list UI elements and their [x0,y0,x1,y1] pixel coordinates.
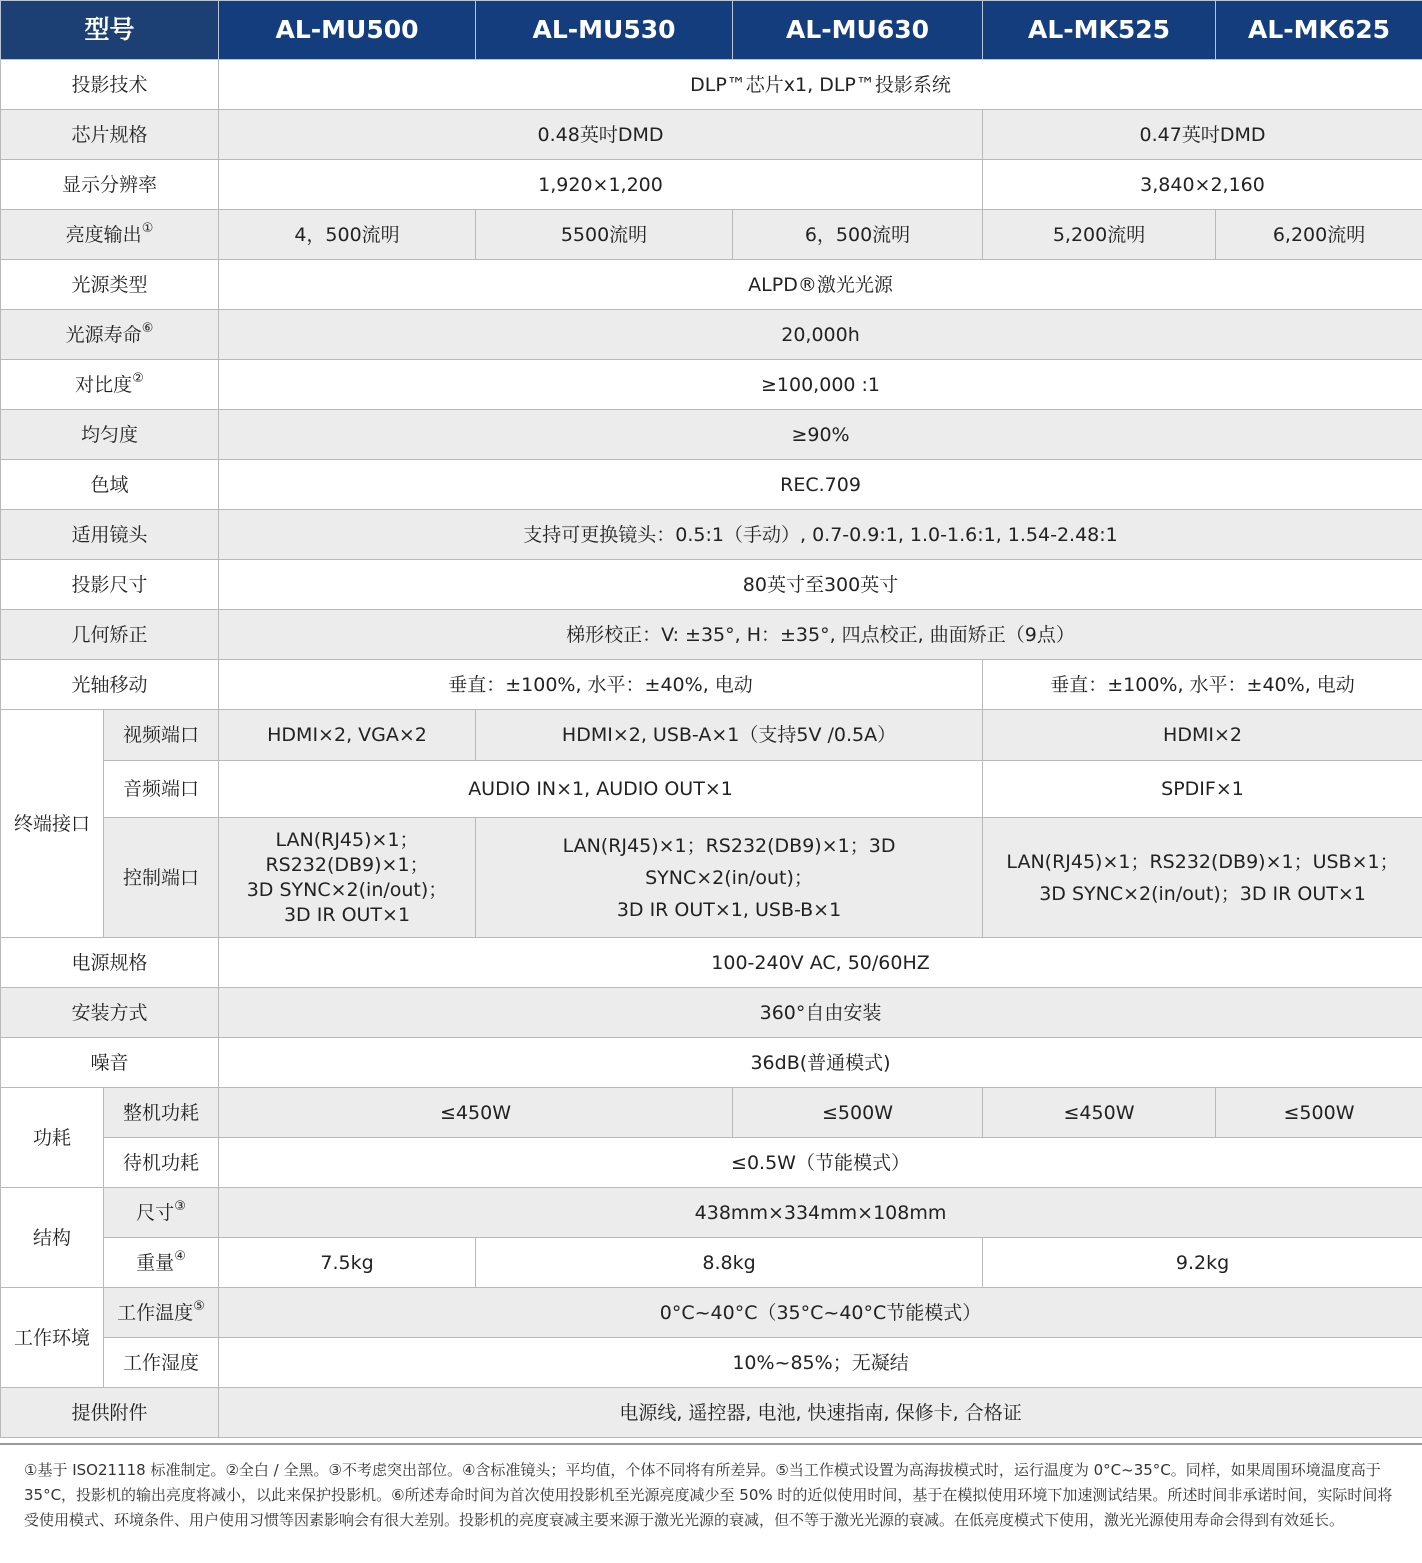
cell-value: ALPD®激光光源 [219,260,1422,310]
cell-value: ≤500W [733,1088,983,1138]
row-gamut [1,460,1422,510]
footnote-marker: ④ [174,1248,186,1264]
cell-value: 36dB(普通模式) [219,1038,1422,1088]
row-label: 几何矫正 [1,610,219,660]
row-label: 光轴移动 [1,660,219,710]
row-contrast [1,360,1422,410]
cell-value: 10%~85%；无凝结 [219,1338,1422,1388]
row-label: 亮度输出① [1,210,219,260]
row-audio-ports [1,761,1422,818]
row-projection-size [1,560,1422,610]
cell-value: 电源线, 遥控器, 电池, 快速指南, 保修卡, 合格证 [219,1388,1422,1438]
row-label: 均匀度 [1,410,219,460]
row-label: 电源规格 [1,938,219,988]
group-label-terminals: 终端接口 [1,710,104,938]
cell-value: ≤0.5W（节能模式） [219,1138,1422,1188]
cell-value: ≤500W [1216,1088,1422,1138]
row-label: 工作温度⑤ [104,1288,219,1338]
row-power-spec [1,938,1422,988]
row-uniformity [1,410,1422,460]
row-label: 安装方式 [1,988,219,1038]
model-label: 型号 [1,1,219,60]
row-label: 尺寸③ [104,1188,219,1238]
row-label: 重量④ [104,1238,219,1288]
model-mu530: AL-MU530 [476,1,733,60]
cell-value: ≤450W [219,1088,733,1138]
cell-value: HDMI×2, VGA×2 [219,710,476,761]
cell-value: HDMI×2, USB-A×1（支持5V /0.5A） [476,710,983,761]
cell-value: 4，500流明 [219,210,476,260]
row-total-power [1,1088,1422,1138]
row-label: 投影尺寸 [1,560,219,610]
row-label: 工作湿度 [104,1338,219,1388]
row-label: 对比度② [1,360,219,410]
row-install [1,988,1422,1038]
row-noise [1,1038,1422,1088]
cell-value: 0.47英吋DMD [983,110,1422,160]
cell-value: 20,000h [219,310,1422,360]
row-video-ports [1,710,1422,761]
cell-value: 438mm×334mm×108mm [219,1188,1422,1238]
row-humidity [1,1338,1422,1388]
cell-value: 垂直：±100%, 水平：±40%, 电动 [983,660,1422,710]
row-label: 噪音 [1,1038,219,1088]
row-weight [1,1238,1422,1288]
cell-value: 100-240V AC, 50/60HZ [219,938,1422,988]
footnote-marker: ② [132,370,144,386]
cell-value: 1,920×1,200 [219,160,983,210]
cell-value: ≥100,000 :1 [219,360,1422,410]
cell-value: 0°C~40°C（35°C~40°C节能模式） [219,1288,1422,1338]
cell-value: ≥90% [219,410,1422,460]
cell-value: LAN(RJ45)×1；RS232(DB9)×1；3D SYNC×2(in/out)； 3D IR OUT×1, USB-B×1 [476,818,983,938]
model-mu630: AL-MU630 [733,1,983,60]
cell-value: 6，500流明 [733,210,983,260]
model-mk625: AL-MK625 [1216,1,1422,60]
row-label: 光源类型 [1,260,219,310]
row-label: 提供附件 [1,1388,219,1438]
row-label: 投影技术 [1,60,219,110]
cell-value: 0.48英吋DMD [219,110,983,160]
group-label-consumption: 功耗 [1,1088,104,1188]
row-dimensions [1,1188,1422,1238]
row-label: 显示分辨率 [1,160,219,210]
row-lens-shift [1,660,1422,710]
row-label: 视频端口 [104,710,219,761]
footnote-marker: ⑥ [141,320,154,336]
row-lens [1,510,1422,560]
row-geometry [1,610,1422,660]
row-label: 光源寿命⑥ [1,310,219,360]
row-chip [1,110,1422,160]
row-label: 适用镜头 [1,510,219,560]
cell-value: 7.5kg [219,1238,476,1288]
footnote-marker: ⑤ [193,1298,205,1314]
cell-value: SPDIF×1 [983,761,1422,818]
group-label-structure: 结构 [1,1188,104,1288]
cell-value: ≤450W [983,1088,1216,1138]
cell-value: REC.709 [219,460,1422,510]
cell-value: 梯形校正：V: ±35°, H：±35°, 四点校正, 曲面矫正（9点） [219,610,1422,660]
model-mu500: AL-MU500 [219,1,476,60]
footnote-marker: ① [141,220,154,236]
cell-value: 360°自由安装 [219,988,1422,1038]
row-resolution [1,160,1422,210]
cell-value: 垂直：±100%, 水平：±40%, 电动 [219,660,983,710]
row-light-life [1,310,1422,360]
cell-value: LAN(RJ45)×1；RS232(DB9)×1；USB×1； 3D SYNC×2(in/out)；3D IR OUT×1 [983,818,1422,938]
cell-value: DLP™芯片x1, DLP™投影系统 [219,60,1422,110]
cell-value: 5500流明 [476,210,733,260]
row-temperature [1,1288,1422,1338]
cell-value: HDMI×2 [983,710,1422,761]
footnote-text: ①基于 ISO21118 标准制定。②全白 / 全黑。③不考虑突出部位。④含标准镜头；平均值，个体不同将有所差异。⑤当工作模式设置为高海拔模式时，运行温度为 0°C~35°C。同样，如果周围环境温度高于 35°C，投影机的输出亮度将减小，以此来保护投影机。⑥所述寿命时间为首次使用投影机至光源亮度减少至 50% 时的近似使用时间，基于在模拟使用环境下加速测试结果。所述时间非承诺时间，实际时间将受使用模式、环境条件、用户使用习惯等因素影响会有很大差别。投影机的亮度衰减主要来源于激光光源的衰减，但不等于激光光源的衰减。在低亮度模式下使用，激光光源使用寿命会得到有效延长。 [0,1443,1422,1563]
cell-value: 6,200流明 [1216,210,1422,260]
footnote-marker: ③ [174,1198,186,1214]
row-control-ports [1,818,1422,938]
row-label: 色域 [1,460,219,510]
row-projection-tech [1,60,1422,110]
row-standby-power [1,1138,1422,1188]
cell-value: AUDIO IN×1, AUDIO OUT×1 [219,761,983,818]
row-label: 音频端口 [104,761,219,818]
row-light-type [1,260,1422,310]
cell-value: 9.2kg [983,1238,1422,1288]
row-accessories [1,1388,1422,1438]
cell-value: 80英寸至300英寸 [219,560,1422,610]
cell-value: LAN(RJ45)×1； RS232(DB9)×1； 3D SYNC×2(in/out)； 3D IR OUT×1 [219,818,476,938]
cell-value: 5,200流明 [983,210,1216,260]
header-row [1,1,1422,60]
row-label: 控制端口 [104,818,219,938]
row-label: 整机功耗 [104,1088,219,1138]
cell-value: 支持可更换镜头：0.5:1（手动）, 0.7-0.9:1, 1.0-1.6:1, 1.54-2.48:1 [219,510,1422,560]
row-label: 芯片规格 [1,110,219,160]
group-label-environment: 工作环境 [1,1288,104,1388]
cell-value: 3,840×2,160 [983,160,1422,210]
cell-value: 8.8kg [476,1238,983,1288]
row-label: 待机功耗 [104,1138,219,1188]
row-brightness [1,210,1422,260]
model-mk525: AL-MK525 [983,1,1216,60]
